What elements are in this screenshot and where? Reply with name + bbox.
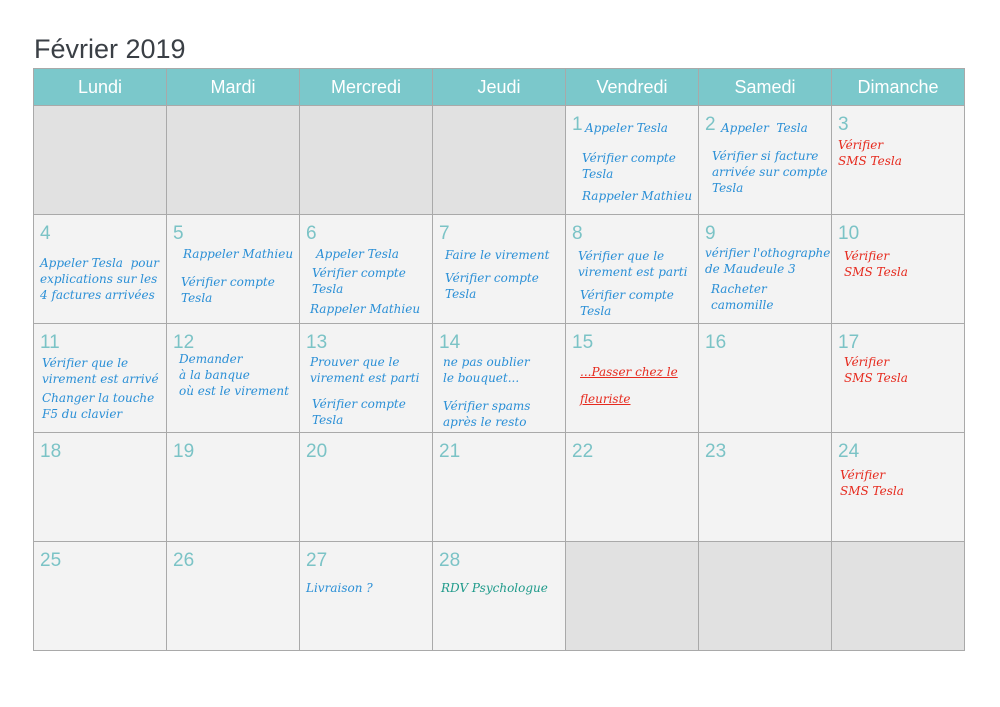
day-cell-11[interactable]: [34, 324, 167, 433]
empty-day-cell: [699, 542, 832, 651]
day-cell-27[interactable]: [300, 542, 433, 651]
day-note: Rappeler Mathieu: [183, 247, 294, 261]
day-cell-15[interactable]: [566, 324, 699, 433]
day-cell-12[interactable]: [167, 324, 300, 433]
day-number: 5: [173, 223, 184, 244]
day-note: ...Passer chez le: [580, 365, 678, 379]
day-cell-3[interactable]: [832, 106, 965, 215]
day-number: 4: [40, 223, 51, 244]
day-note: Livraison ?: [306, 581, 373, 595]
weekday-monday: Lundi: [34, 69, 167, 106]
day-note: Demander à la banque où est le virement: [179, 352, 289, 398]
day-note: Rappeler Mathieu: [582, 189, 693, 203]
week-row-1: [34, 106, 965, 215]
day-number: 26: [173, 550, 195, 571]
day-number: 25: [40, 550, 62, 571]
day-number: 16: [705, 332, 727, 353]
day-number: 23: [705, 441, 727, 462]
day-number: 7: [439, 223, 450, 244]
week-row-5: [34, 542, 965, 651]
day-cell-7[interactable]: [433, 215, 566, 324]
day-note: Appeler Tesla pour explications sur les 4 factures arrivées: [40, 256, 159, 302]
week-row-2: [34, 215, 965, 324]
day-number: 13: [306, 332, 328, 353]
day-number: 28: [439, 550, 461, 571]
day-note: Changer la touche F5 du clavier: [42, 391, 155, 421]
day-cell-19[interactable]: [167, 433, 300, 542]
weekday-friday: Vendredi: [566, 69, 699, 106]
empty-day-cell: [566, 542, 699, 651]
day-number: 6: [306, 223, 317, 244]
empty-day-cell: [300, 106, 433, 215]
day-cell-5[interactable]: [167, 215, 300, 324]
day-number: 15: [572, 332, 594, 353]
empty-day-cell: [433, 106, 566, 215]
day-number: 20: [306, 441, 328, 462]
day-number: 14: [439, 332, 461, 353]
week-row-4: [34, 433, 965, 542]
day-number: 1: [572, 114, 583, 135]
day-cell-20[interactable]: [300, 433, 433, 542]
weekday-saturday: Samedi: [699, 69, 832, 106]
empty-day-cell: [832, 542, 965, 651]
day-cell-13[interactable]: [300, 324, 433, 433]
day-number: 12: [173, 332, 195, 353]
day-number: 2: [705, 114, 716, 135]
day-cell-4[interactable]: [34, 215, 167, 324]
day-note: Vérifier compte Tesla: [312, 266, 406, 296]
weekday-tuesday: Mardi: [167, 69, 300, 106]
day-cell-18[interactable]: [34, 433, 167, 542]
day-note: Vérifier spams après le resto: [443, 399, 531, 429]
day-number: 27: [306, 550, 328, 571]
day-note: RDV Psychologue: [441, 581, 548, 595]
day-number: 18: [40, 441, 62, 462]
day-cell-24[interactable]: [832, 433, 965, 542]
day-cell-2[interactable]: [699, 106, 832, 215]
day-cell-21[interactable]: [433, 433, 566, 542]
day-note: Vérifier compte Tesla: [445, 271, 539, 301]
day-number: 22: [572, 441, 594, 462]
day-note: Vérifier si facture arrivée sur compte Tesla: [712, 149, 828, 195]
day-note: Rappeler Mathieu: [310, 302, 421, 316]
day-number: 21: [439, 441, 461, 462]
day-number: 9: [705, 223, 716, 244]
day-note: Vérifier que le virement est parti: [578, 249, 688, 279]
weekday-header-row: [34, 69, 965, 106]
day-cell-8[interactable]: [566, 215, 699, 324]
day-number: 24: [838, 441, 860, 462]
day-cell-28[interactable]: [433, 542, 566, 651]
day-cell-22[interactable]: [566, 433, 699, 542]
weekday-sunday: Dimanche: [832, 69, 965, 106]
day-number: 11: [40, 332, 60, 353]
day-note: ne pas oublier le bouquet...: [443, 355, 530, 385]
weekday-wednesday: Mercredi: [300, 69, 433, 106]
day-note: Vérifier SMS Tesla: [838, 138, 902, 168]
day-cell-23[interactable]: [699, 433, 832, 542]
empty-day-cell: [167, 106, 300, 215]
day-cell-1[interactable]: [566, 106, 699, 215]
day-cell-9[interactable]: [699, 215, 832, 324]
week-row-3: [34, 324, 965, 433]
day-note: Vérifier SMS Tesla: [844, 355, 908, 385]
day-note: Vérifier SMS Tesla: [844, 249, 908, 279]
day-note: Appeler Tesla: [585, 121, 668, 135]
page-title: Février 2019: [34, 34, 186, 64]
day-number: 8: [572, 223, 583, 244]
day-note: Vérifier que le virement est arrivé: [42, 356, 159, 386]
day-cell-17[interactable]: [832, 324, 965, 433]
empty-day-cell: [34, 106, 167, 215]
day-note: Vérifier SMS Tesla: [840, 468, 904, 498]
day-note: Prouver que le virement est parti: [310, 355, 420, 385]
day-cell-10[interactable]: [832, 215, 965, 324]
day-cell-25[interactable]: [34, 542, 167, 651]
day-note: Vérifier compte Tesla: [582, 151, 676, 181]
day-note: Appeler Tesla: [721, 121, 808, 135]
weekday-thursday: Jeudi: [433, 69, 566, 106]
day-note: Faire le virement: [445, 248, 550, 262]
day-number: 19: [173, 441, 195, 462]
day-cell-16[interactable]: [699, 324, 832, 433]
calendar-grid: [33, 68, 965, 651]
day-number: 17: [838, 332, 860, 353]
day-cell-26[interactable]: [167, 542, 300, 651]
day-note: Vérifier compte Tesla: [312, 397, 406, 427]
day-number: 10: [838, 223, 860, 244]
day-note: vérifier l'othographe de Maudeule 3: [705, 246, 831, 276]
day-note: Racheter camomille: [711, 282, 774, 312]
day-note: fleuriste: [580, 392, 631, 406]
day-cell-6[interactable]: [300, 215, 433, 324]
day-note: Vérifier compte Tesla: [181, 275, 275, 305]
day-number: 3: [838, 114, 849, 135]
day-note: Appeler Tesla: [316, 247, 399, 261]
day-cell-14[interactable]: [433, 324, 566, 433]
day-note: Vérifier compte Tesla: [580, 288, 674, 318]
